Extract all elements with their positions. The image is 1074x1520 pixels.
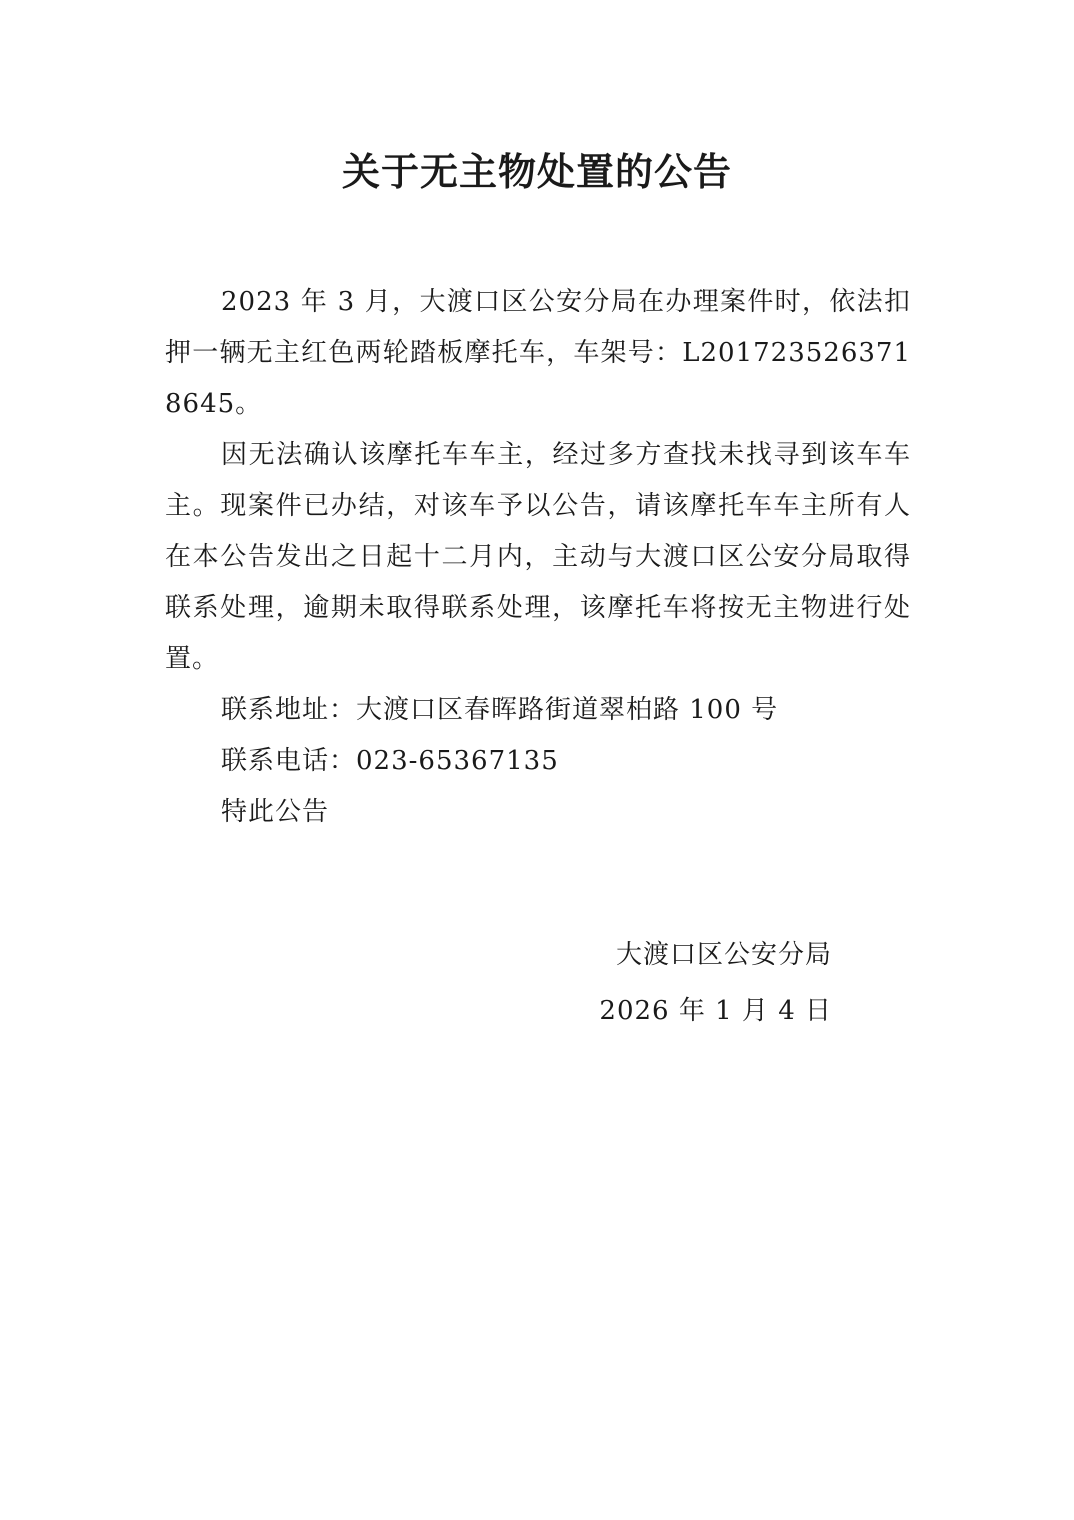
- signature-date: 2026 年 1 月 4 日: [599, 996, 832, 1026]
- closing-text: 特此公告: [221, 797, 330, 827]
- contact-address: 联系地址：大渡口区春晖路街道翠柏路 100 号: [221, 695, 779, 725]
- contact-phone: 联系电话：023-65367135: [221, 746, 559, 776]
- paragraph-seizure: 2023 年 3 月，大渡口区公安分局在办理案件时，依法扣押一辆无主红色两轮踏板摩托车，车架号：L2017235263718645。: [165, 287, 911, 419]
- signature-organization: 大渡口区公安分局: [615, 940, 832, 970]
- document-body: [165, 277, 911, 838]
- document-title: 关于无主物处置的公告: [341, 149, 732, 194]
- paragraph-notice: 因无法确认该摩托车车主，经过多方查找未找寻到该车车主。现案件已办结，对该车予以公告，请该摩托车车主所有人在本公告发出之日起十二月内，主动与大渡口区公安分局取得联系处理，逾期未取得联系处理，该摩托车将按无主物进行处置。: [165, 440, 911, 674]
